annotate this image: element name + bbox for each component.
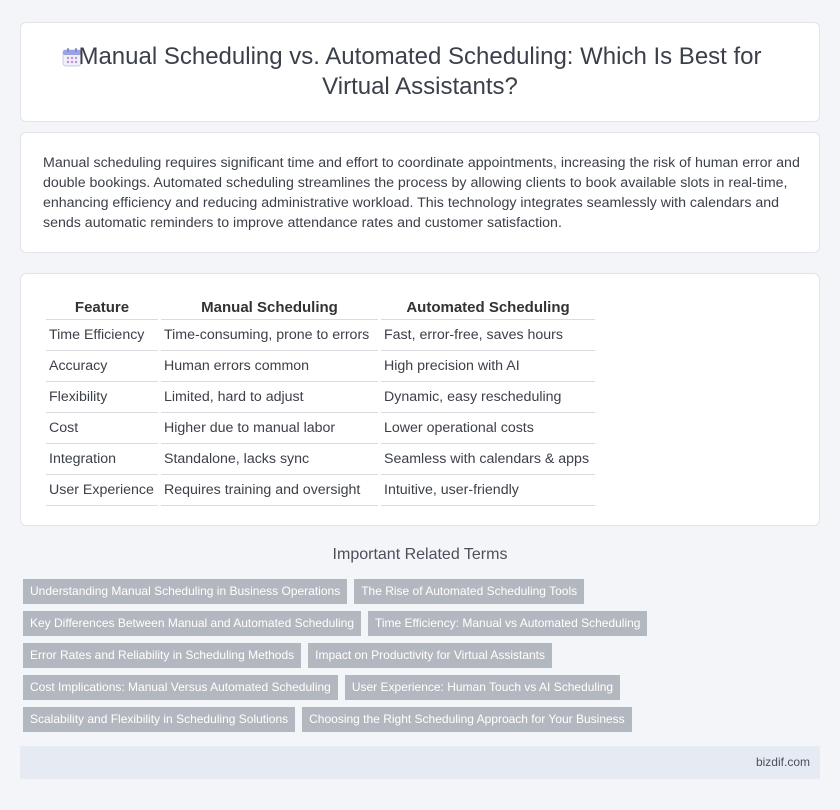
manual-cell: Requires training and oversight — [161, 475, 378, 506]
automated-cell: Lower operational costs — [381, 413, 595, 444]
feature-cell: Time Efficiency — [46, 320, 158, 351]
manual-cell: Human errors common — [161, 351, 378, 382]
related-term-tag[interactable]: Choosing the Right Scheduling Approach for Your Business — [302, 707, 632, 732]
related-term-tag[interactable]: User Experience: Human Touch vs AI Scheduling — [345, 675, 620, 700]
related-term-tag[interactable]: Cost Implications: Manual Versus Automated Scheduling — [23, 675, 338, 700]
related-term-tag[interactable]: Key Differences Between Manual and Automated Scheduling — [23, 611, 361, 636]
header-manual: Manual Scheduling — [161, 296, 378, 320]
site-link[interactable]: bizdif.com — [755, 755, 810, 769]
automated-cell: Intuitive, user-friendly — [381, 475, 595, 506]
intro-card — [20, 132, 820, 253]
related-term-tag[interactable]: Impact on Productivity for Virtual Assistants — [308, 643, 552, 668]
feature-cell: Accuracy — [46, 351, 158, 382]
comparison-card — [20, 273, 820, 526]
table-row — [46, 413, 595, 444]
related-terms-list — [23, 579, 823, 739]
manual-cell: Limited, hard to adjust — [161, 382, 378, 413]
related-term-tag[interactable]: Time Efficiency: Manual vs Automated Scheduling — [368, 611, 647, 636]
automated-cell: High precision with AI — [381, 351, 595, 382]
manual-cell: Time-consuming, prone to errors — [161, 320, 378, 351]
table-row — [46, 382, 595, 413]
related-term-tag[interactable]: Error Rates and Reliability in Scheduling Methods — [23, 643, 301, 668]
table-row — [46, 444, 595, 475]
automated-cell: Fast, error-free, saves hours — [381, 320, 595, 351]
header-feature: Feature — [46, 296, 158, 320]
feature-cell: Flexibility — [46, 382, 158, 413]
table-row — [46, 475, 595, 506]
table-row — [46, 320, 595, 351]
feature-cell: User Experience — [46, 475, 158, 506]
table-header-row — [46, 296, 595, 320]
header-automated: Automated Scheduling — [381, 296, 595, 320]
page-title: Manual Scheduling vs. Automated Scheduling: Which Is Best for Virtual Assistants? — [78, 43, 762, 100]
manual-cell: Higher due to manual labor — [161, 413, 378, 444]
related-term-tag[interactable]: The Rise of Automated Scheduling Tools — [354, 579, 584, 604]
related-term-tag[interactable]: Scalability and Flexibility in Scheduling Solutions — [23, 707, 295, 732]
related-terms-heading: Important Related Terms — [332, 546, 508, 563]
feature-cell: Cost — [46, 413, 158, 444]
automated-cell: Seamless with calendars & apps — [381, 444, 595, 475]
header-card — [20, 22, 820, 122]
comparison-table — [43, 296, 598, 506]
related-term-tag[interactable]: Understanding Manual Scheduling in Business Operations — [23, 579, 347, 604]
table-row — [46, 351, 595, 382]
intro-paragraph: Manual scheduling requires significant time and effort to coordinate appointments, increasing the risk of human error and double bookings. Automated scheduling streamlines the process by allowing clients to book available slots in real-time, enhancing efficiency and reducing administrative workload. This technology integrates seamlessly with calendars and sends automatic reminders to improve attendance rates and customer satisfaction. — [43, 155, 800, 231]
footer-bar — [20, 746, 820, 779]
manual-cell: Standalone, lacks sync — [161, 444, 378, 475]
feature-cell: Integration — [46, 444, 158, 475]
automated-cell: Dynamic, easy rescheduling — [381, 382, 595, 413]
